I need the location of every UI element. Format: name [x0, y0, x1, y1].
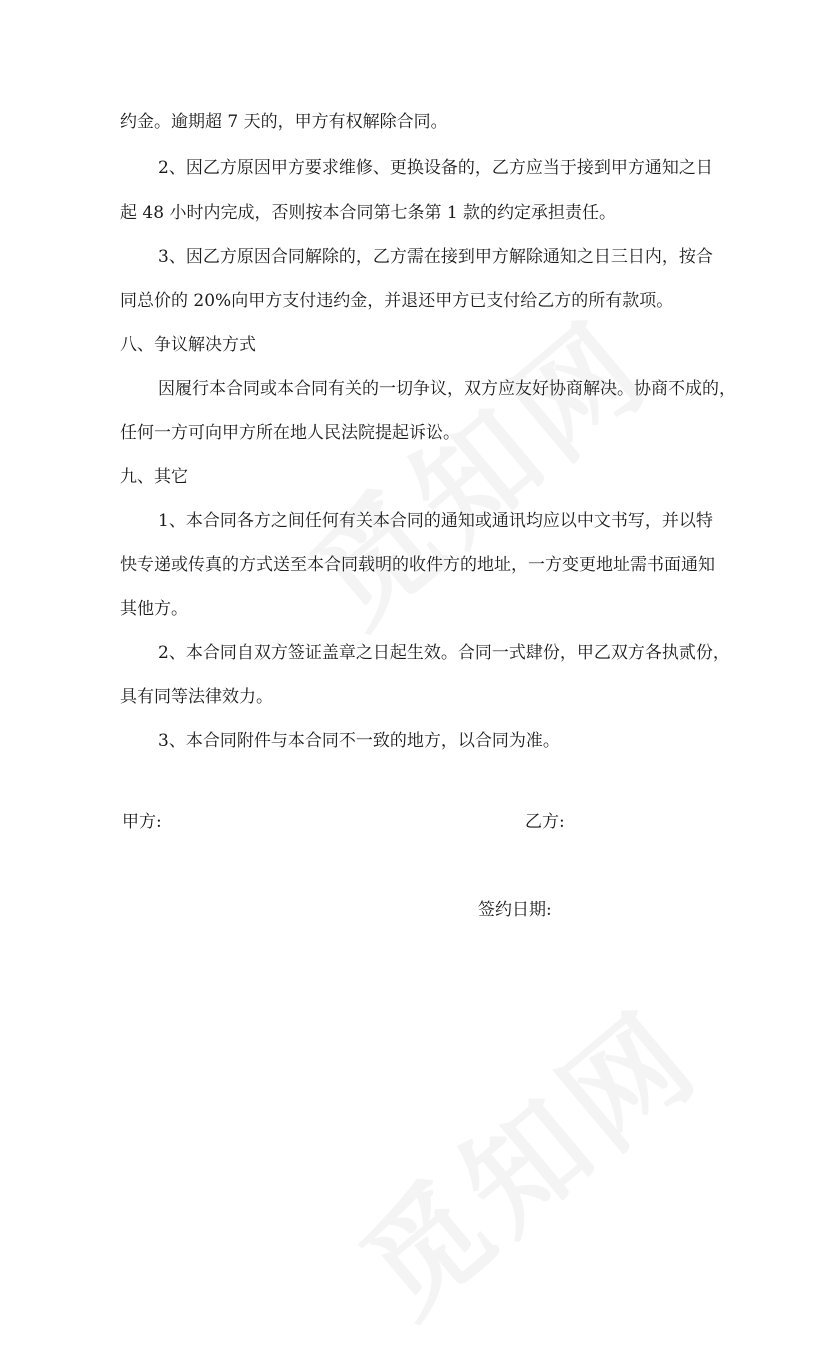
party-a-signature-label: 甲方:: [122, 812, 162, 832]
watermark: [320, 965, 729, 1347]
paragraph-line: 同总价的 20%向甲方支付违约金，并退还甲方已支付给乙方的所有款项。: [120, 291, 674, 311]
paragraph-line: 2、本合同自双方签证盖章之日起生效。合同一式肆份，甲乙双方各执贰份，: [158, 643, 730, 663]
sign-date-label: 签约日期:: [478, 900, 552, 920]
paragraph-line: 2、因乙方原因甲方要求维修、更换设备的，乙方应当于接到甲方通知之日: [158, 158, 713, 178]
paragraph-line: 起 48 小时内完成，否则按本合同第七条第 1 款的约定承担责任。: [120, 203, 617, 223]
paragraph-line: 其他方。: [120, 599, 188, 619]
paragraph-line: 因履行本合同或本合同有关的一切争议，双方应友好协商解决。协商不成的，: [158, 379, 736, 399]
paragraph-line: 1、本合同各方之间任何有关本合同的通知或通讯均应以中文书写，并以特: [158, 511, 713, 531]
paragraph-line: 3、本合同附件与本合同不一致的地方，以合同为准。: [158, 731, 560, 751]
party-b-signature-label: 乙方:: [525, 812, 565, 832]
paragraph-line: 任何一方可向甲方所在地人民法院提起诉讼。: [120, 423, 460, 443]
paragraph-line: 快专递或传真的方式送至本合同载明的收件方的地址，一方变更地址需书面通知: [120, 555, 715, 575]
paragraph-line: 3、因乙方原因合同解除的，乙方需在接到甲方解除通知之日三日内，按合: [158, 247, 713, 267]
paragraph-line: 约金。逾期超 7 天的，甲方有权解除合同。: [120, 112, 448, 132]
section-heading-9: 九、其它: [120, 467, 188, 487]
section-heading-8: 八、争议解决方式: [120, 335, 256, 355]
paragraph-line: 具有同等法律效力。: [120, 687, 273, 707]
